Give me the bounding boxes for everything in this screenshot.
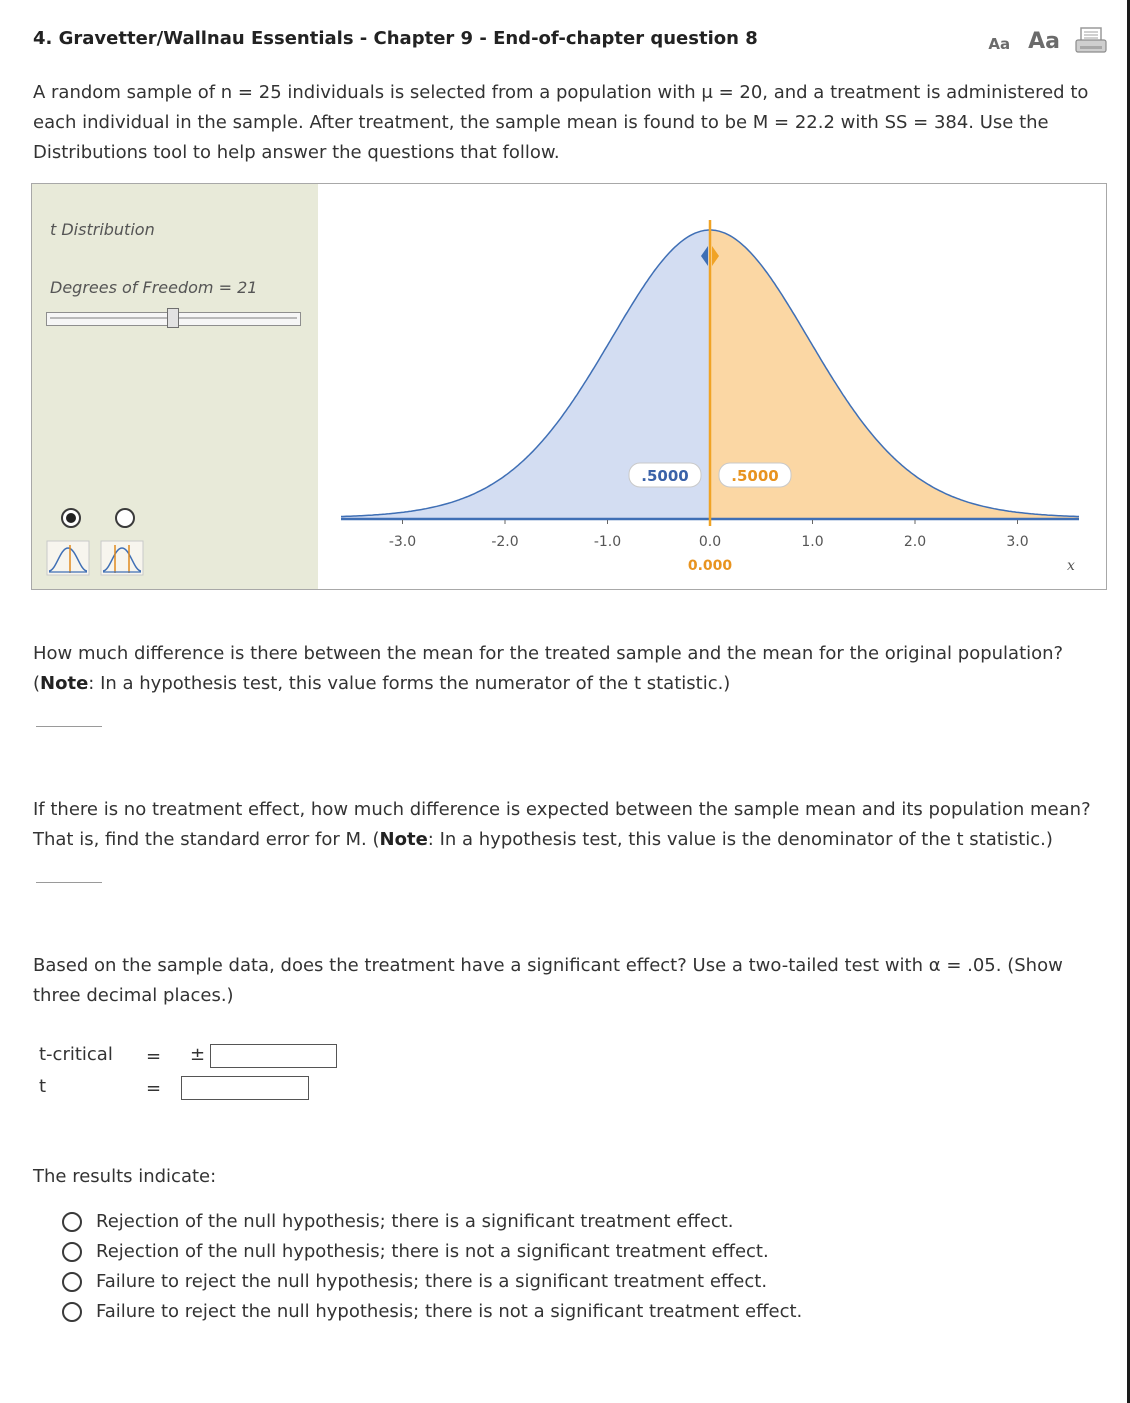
result-option-4-radio[interactable] [62, 1302, 82, 1322]
plus-minus-sign: ± [190, 1044, 206, 1065]
x-axis-label: x [1067, 558, 1075, 574]
two-tail-distribution-icon[interactable] [100, 540, 144, 576]
result-option-4-label: Failure to reject the null hypothesis; there is not a significant treatment effect. [96, 1301, 803, 1322]
result-option-1-label: Rejection of the null hypothesis; there is a significant treatment effect. [96, 1211, 734, 1232]
result-option-3-radio[interactable] [62, 1272, 82, 1292]
tool-controls-panel [32, 184, 318, 589]
one-tail-distribution-icon[interactable] [46, 540, 90, 576]
result-option-2-radio[interactable] [62, 1242, 82, 1262]
x-tick-label: -3.0 [388, 534, 417, 550]
one-tail-radio[interactable] [61, 508, 81, 528]
results-label: The results indicate: [33, 1166, 217, 1187]
result-option-3-label: Failure to reject the null hypothesis; there is a significant treatment effect. [96, 1271, 768, 1292]
t-critical-equals: = [146, 1046, 162, 1067]
divider-value-label: 0.000 [687, 558, 733, 574]
question-1-text: How much difference is there between the mean for the treated sample and the mean for the original population? (Note: In a hypothesis test, this value forms the numerator of the t statistic.) [33, 643, 1064, 694]
problem-statement: A random sample of n = 25 individuals is selected from a population with μ = 20, and a treatment is administered to each individual in the sample. After treatment, the sample mean is found to be M = 22.2 with SS = 384. Use the Distributions tool to help answer the questions that follow. [33, 82, 1089, 163]
increase-font-button[interactable]: Aa [1028, 28, 1060, 54]
question-3-text: Based on the sample data, does the treatment have a significant effect? Use a two-tailed test with α = .05. (Show three decimal places.) [33, 955, 1063, 1006]
result-option-1[interactable] [62, 1211, 734, 1232]
x-tick-label: 2.0 [903, 534, 927, 550]
two-tail-radio[interactable] [115, 508, 135, 528]
distributions-tool [31, 183, 1107, 590]
x-tick-label: -1.0 [593, 534, 622, 550]
answer-1-blank[interactable] [36, 726, 102, 727]
question-2-text: If there is no treatment effect, how much difference is expected between the sample mean and its population mean? That is, find the standard error for M. (Note: In a hypothesis test, this value is the denominator of the t statistic.) [33, 799, 1091, 850]
t-critical-input[interactable] [210, 1044, 337, 1068]
t-statistic-equals: = [146, 1078, 162, 1099]
x-tick-label: 3.0 [1006, 534, 1029, 550]
x-tick-label: 0.0 [698, 534, 722, 550]
question-header [33, 26, 1108, 58]
left-area-label: .5000 [641, 467, 689, 485]
result-option-2-label: Rejection of the null hypothesis; there is not a significant treatment effect. [96, 1241, 769, 1262]
t-critical-label: t-critical [39, 1044, 113, 1065]
result-option-3[interactable] [62, 1271, 767, 1292]
question-title: 4. Gravetter/Wallnau Essentials - Chapter 9 - End-of-chapter question 8 [33, 28, 758, 49]
t-statistic-input[interactable] [181, 1076, 309, 1100]
distribution-type-label: t Distribution [50, 220, 155, 239]
right-area-label: .5000 [731, 467, 779, 485]
x-tick-label: 1.0 [801, 534, 824, 550]
df-slider-thumb[interactable] [167, 308, 179, 328]
result-option-2[interactable] [62, 1241, 769, 1262]
header-tools [988, 26, 1108, 56]
degrees-of-freedom-label: Degrees of Freedom = 21 [50, 278, 258, 297]
result-option-4[interactable] [62, 1301, 802, 1322]
t-statistic-label: t [39, 1076, 47, 1097]
printer-icon[interactable] [1074, 26, 1108, 56]
decrease-font-button[interactable]: Aa [988, 35, 1011, 53]
t-distribution-plot[interactable] [319, 184, 1106, 589]
result-option-1-radio[interactable] [62, 1212, 82, 1232]
answer-2-blank[interactable] [36, 882, 102, 883]
x-tick-label: -2.0 [491, 534, 519, 550]
